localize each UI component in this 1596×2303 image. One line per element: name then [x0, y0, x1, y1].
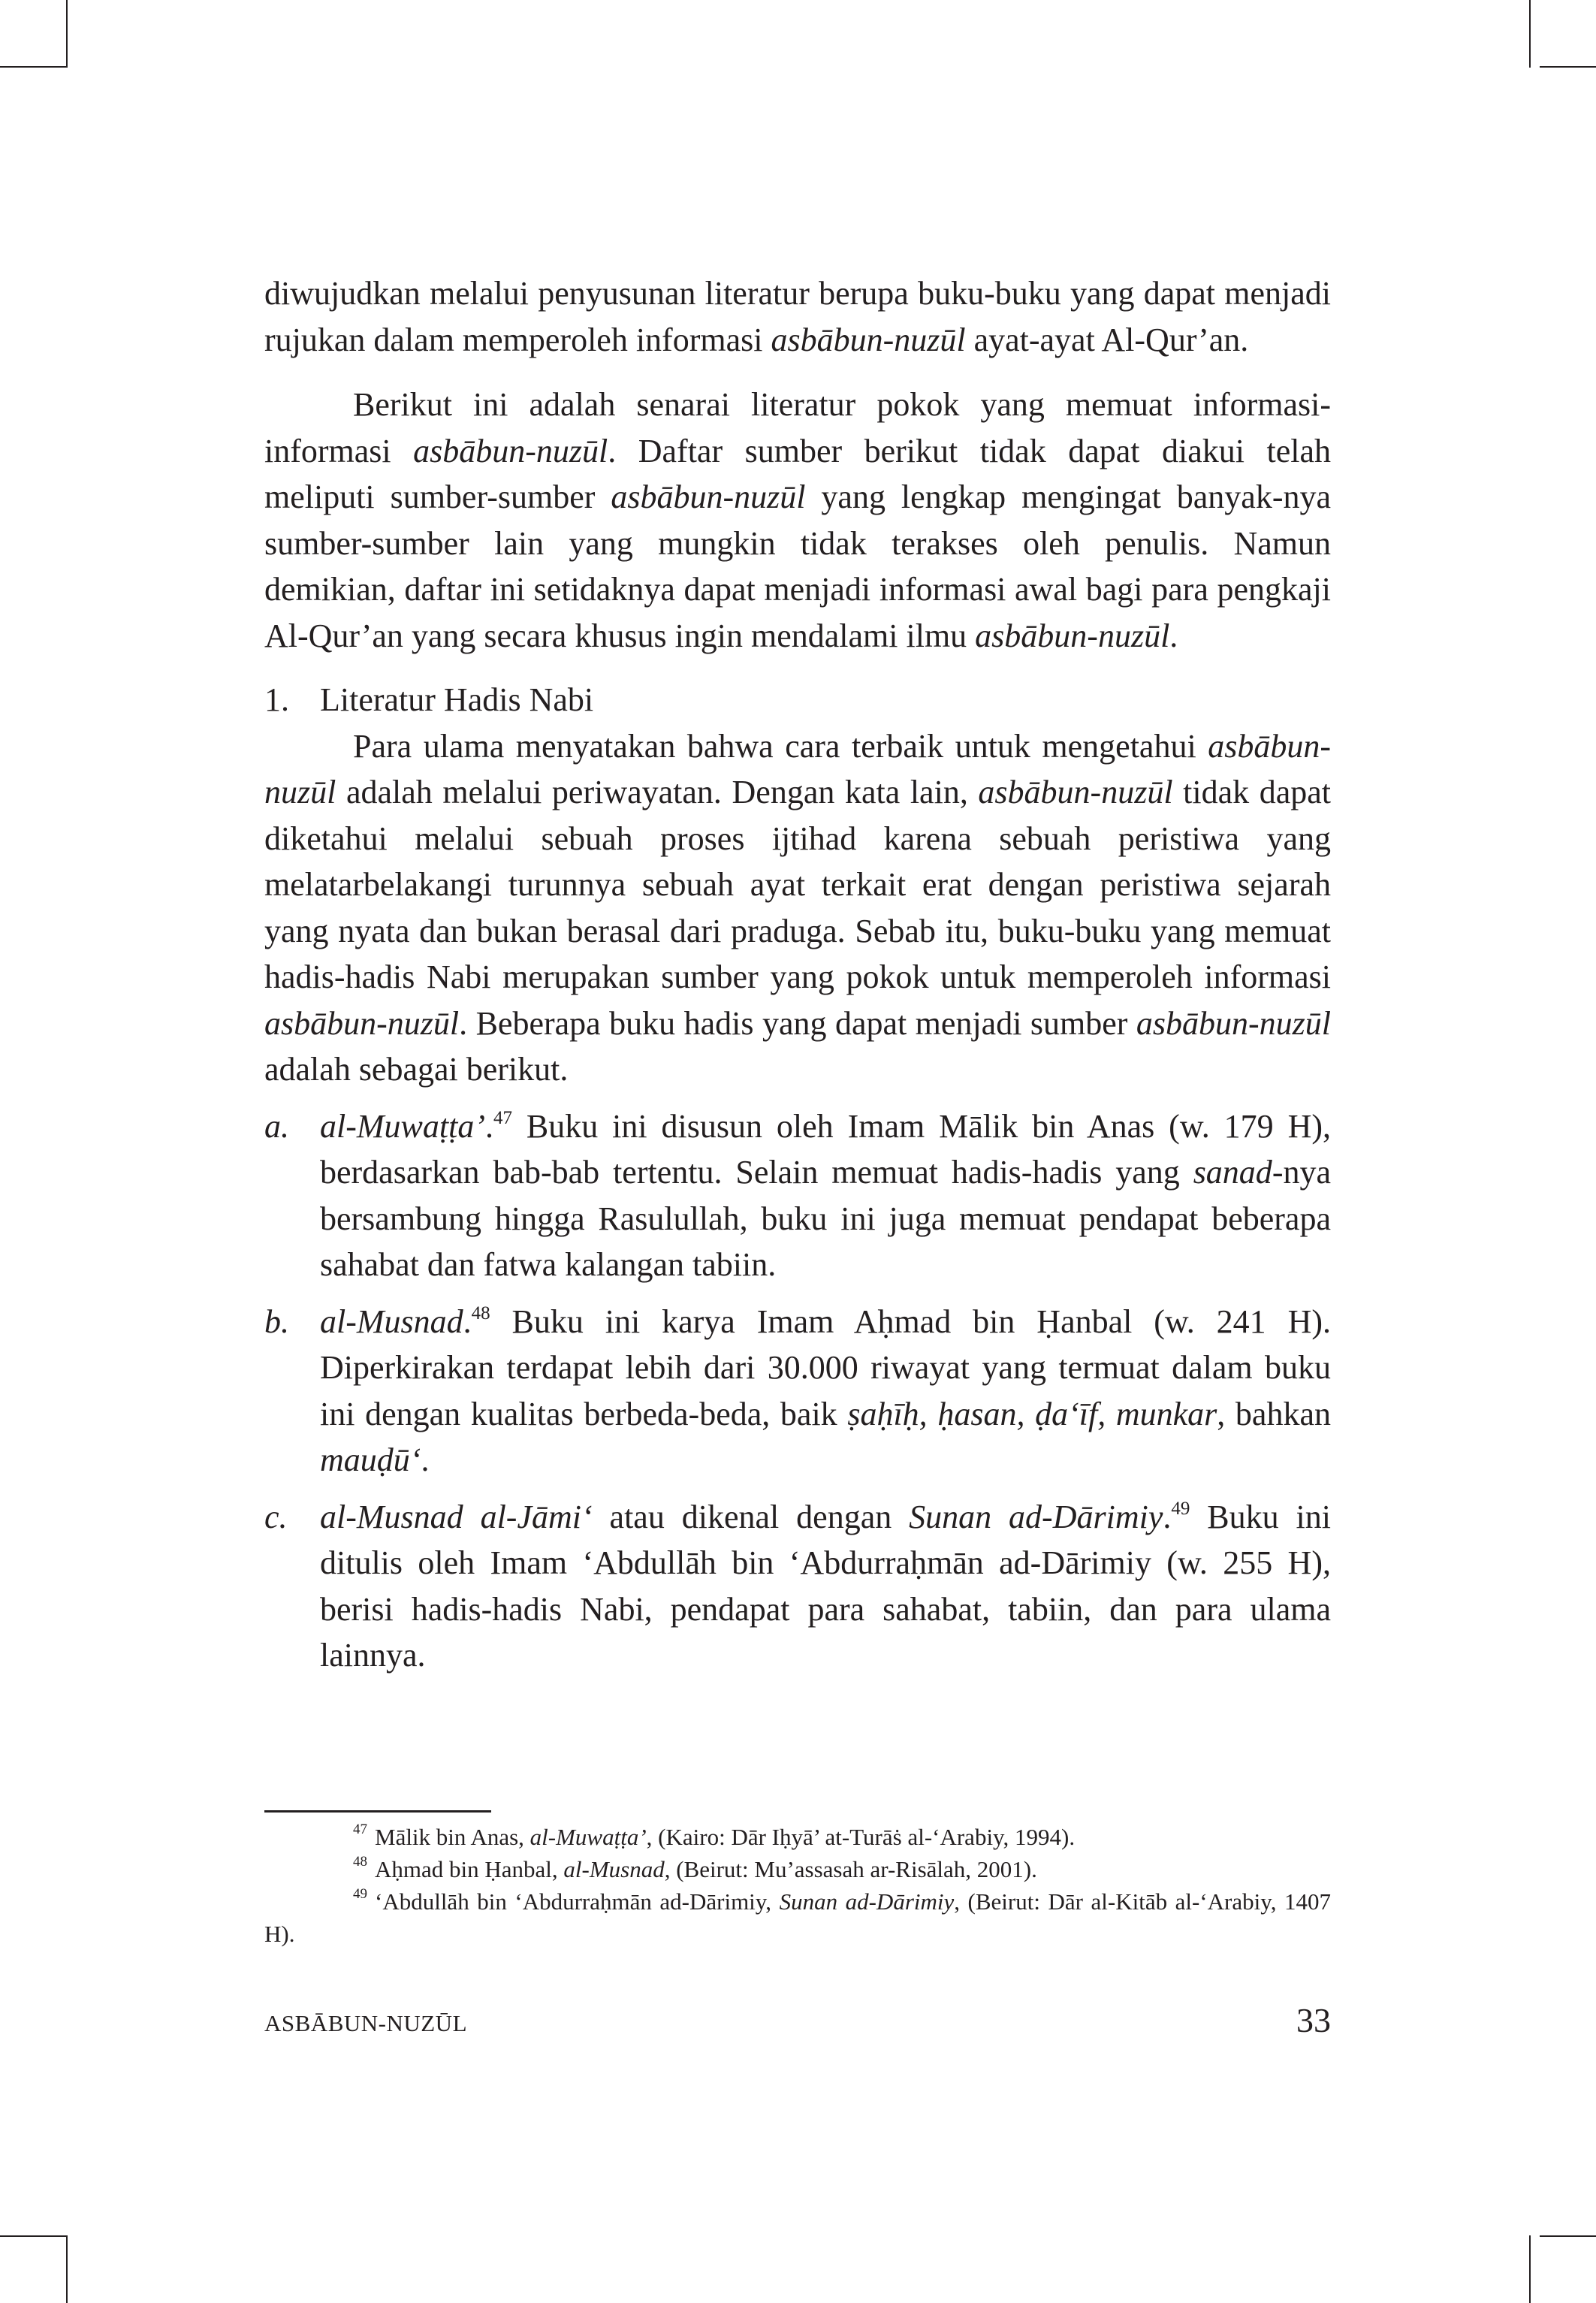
- italic-term: asbābun-nuzūl: [611, 478, 806, 515]
- footnote-number: 49: [353, 1885, 367, 1902]
- italic-term: asbābun-nuzūl: [1136, 1004, 1331, 1042]
- list-marker: c.: [264, 1498, 288, 1535]
- italic-term: asbābun-nuzūl: [264, 727, 1331, 810]
- footnote-48: $^{48}$ Aḥmad bin Ḥanbal, al-Musnad, (Beirut: Mu’assasah ar-Risālah, 2001).: [353, 1853, 1037, 1882]
- footnote-number: 48: [353, 1853, 367, 1870]
- paragraph-periwayatan: Para ulama menyatakan bahwa cara terbaik untuk mengetahui asbābun-nuzūl adalah melalui periwayatan. Dengan kata lain, asbābun-nuzūl tidak dapat diketahui melalui sebuah proses ijtihad karena sebuah peristiwa yang melatarbelakangi turunnya sebuah ayat terkait erat dengan peristiwa sejarah yang nyata dan bukan berasal dari praduga. Sebab itu, buku-buku yang memuat hadis-hadis Nabi merupakan sumber yang pokok untuk memperoleh informasi asbābun-nuzūl. Beberapa buku hadis yang dapat menjadi sumber asbābun-nuzūl adalah sebagai berikut.: [264, 727, 1332, 1088]
- italic-term: asbābun-nuzūl: [264, 1004, 460, 1042]
- list-item-sunan-darimiy: [264, 1494, 1331, 1679]
- paragraph-senarai: Berikut ini adalah senarai literatur pokok yang memuat informasi-informasi asbābun-nuzūl. Daftar sumber berikut tidak dapat diakui telah meliputi sumber-sumber asbābun-nuzūl yang lengkap mengingat banyak-nya sumber-sumber lain yang mungkin tidak terakses oleh penulis. Namun demikian, daftar ini setidaknya dapat menjadi informasi awal bagi para pengkaji Al-Qur’an yang secara khusus ingin mendalami ilmu asbābun-nuzūl.: [264, 386, 1331, 654]
- italic-term: asbābun-nuzūl: [975, 617, 1170, 654]
- italic-term: asbābun-nuzūl: [413, 432, 608, 469]
- footnote-47: $^{47}$ Mālik bin Anas, al-Muwaṭṭa’, (Kairo: Dār Iḥyā’ at-Turāṡ al-‘Arabiy, 1994).: [353, 1821, 1076, 1850]
- crop-mark-top-left-horizontal: [0, 66, 68, 68]
- footnote-ref: 48: [471, 1302, 490, 1324]
- italic-term: asbābun-nuzūl: [978, 774, 1173, 810]
- crop-mark-bottom-right-vertical: [1529, 2235, 1531, 2303]
- list-item-text: al-Muwaṭṭa’.$^{47}$ Buku ini disusun oleh Imam Mālik bin Anas (w. 179 H), berdasarkan bab-bab tertentu. Selain memuat hadis-hadis yang sanad-nya bersambung hingga Rasulullah, buku ini juga memuat pendapat beberapa sahabat dan fatwa kalangan tabiin.: [320, 1107, 1331, 1283]
- footnote-ref: 47: [493, 1107, 512, 1128]
- footnote-ref: 49: [1171, 1498, 1190, 1519]
- section-number: 1.: [264, 681, 289, 718]
- crop-mark-top-right-vertical: [1529, 0, 1531, 68]
- running-footer-title: ASBĀBUN-NUZŪL: [264, 2010, 467, 2036]
- paragraph-intro: diwujudkan melalui penyusunan literatur berupa buku-buku yang dapat menjadi rujukan dalam memperoleh informasi asbābun-nuzūl ayat-ayat Al-Qur’an.: [264, 275, 1331, 358]
- list-item-muwatta: [264, 1103, 1331, 1288]
- italic-term: asbābun-nuzūl: [771, 321, 966, 358]
- footnote-divider: [264, 1810, 491, 1813]
- list-item-musnad: [264, 1299, 1331, 1484]
- page-number: 33: [1296, 2001, 1331, 2039]
- crop-mark-top-right-horizontal: [1540, 66, 1596, 68]
- footnotes: [264, 1821, 1331, 1950]
- list-item-text: al-Musnad al-Jāmi‘ atau dikenal dengan Sunan ad-Dārimiy.$^{49}$ Buku ini ditulis oleh Imam ‘Abdullāh bin ‘Abdurraḥmān ad-Dārimiy (w. 255 H), berisi hadis-hadis Nabi, pendapat para sahabat, tabiin, dan para ulama lainnya.: [320, 1498, 1331, 1674]
- hadith-book-list: [264, 1103, 1331, 1679]
- section-heading: [264, 677, 1331, 723]
- crop-mark-bottom-left-horizontal: [0, 2235, 68, 2237]
- footnote-number: 47: [353, 1821, 367, 1837]
- crop-mark-bottom-left-vertical: [66, 2235, 68, 2303]
- section-title: Literatur Hadis Nabi: [320, 681, 594, 718]
- page-body: [264, 270, 1331, 1689]
- list-item-text: al-Musnad.$^{48}$ Buku ini karya Imam Aḥmad bin Ḥanbal (w. 241 H). Diperkirakan terdapat lebih dari 30.000 riwayat yang termuat dalam buku ini dengan kualitas berbeda-beda, baik ṣaḥīḥ, ḥasan, ḍa‘īf, munkar, bahkan mauḍū‘.: [320, 1302, 1331, 1478]
- list-marker: a.: [264, 1107, 289, 1145]
- footnote-49: $^{49}$ ‘Abdullāh bin ‘Abdurraḥmān ad-Dārimiy, Sunan ad-Dārimiy, (Beirut: Dār al-Kitāb al-‘Arabiy, 1407 H).: [264, 1885, 1331, 1947]
- list-marker: b.: [264, 1302, 289, 1340]
- crop-mark-bottom-right-horizontal: [1540, 2235, 1596, 2237]
- crop-mark-top-left-vertical: [66, 0, 68, 68]
